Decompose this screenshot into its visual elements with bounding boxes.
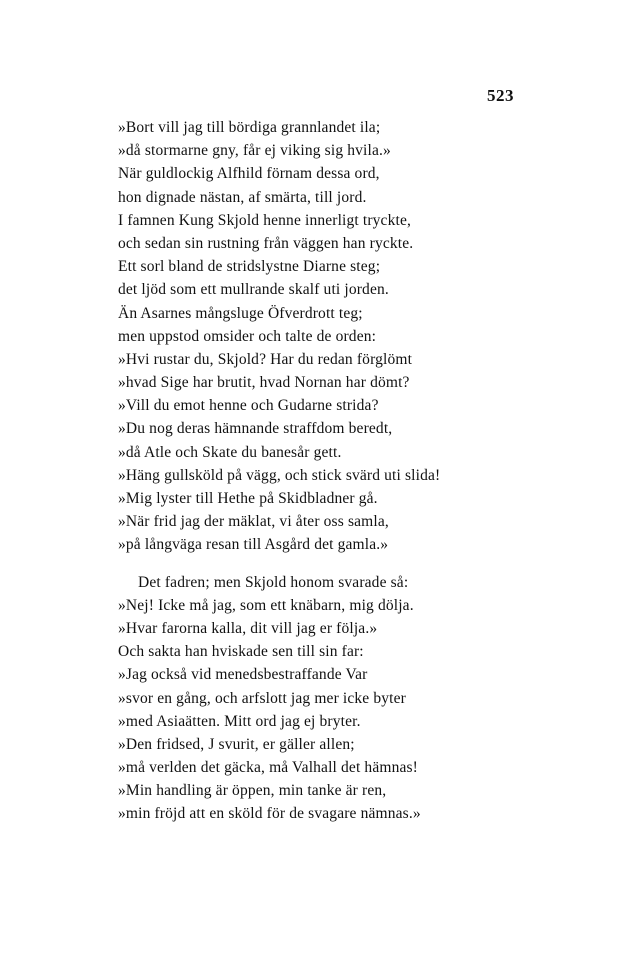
poem-line: hon dignade nästan, af smärta, till jord.: [118, 188, 367, 206]
poem-line: »må verlden det gäcka, må Valhall det hämnas!: [118, 759, 418, 777]
poem-line: »Hvar farorna kalla, dit vill jag er följa.»: [118, 619, 378, 637]
poem-line: men uppstod omsider och talte de orden:: [118, 327, 377, 345]
poem-line: »då Atle och Skate du banesår gett.: [118, 443, 342, 461]
poem-line: »Bort vill jag till bördiga grannlandet ila;: [118, 119, 381, 136]
poem-line: »min fröjd att en sköld för de svagare nämnas.»: [118, 805, 421, 823]
stanza-2: [118, 571, 578, 826]
poem-line: »Nej! Icke må jag, som ett knäbarn, mig dölja.: [118, 596, 414, 614]
poem-line: »då stormarne gny, får ej viking sig hvila.»: [118, 142, 391, 160]
poem-line: Det fadren; men Skjold honom svarade så:: [138, 573, 409, 591]
stanza-1: [118, 116, 578, 557]
poem-text: [118, 116, 578, 826]
poem-line: »När frid jag der mäklat, vi åter oss samla,: [118, 513, 389, 531]
poem-line: Än Asarnes mångsluge Öfverdrott teg;: [118, 304, 363, 322]
poem-line: »Mig lyster till Hethe på Skidbladner gå.: [118, 490, 378, 507]
poem-line: »på långväga resan till Asgård det gamla.»: [118, 536, 389, 554]
poem-line: Och sakta han hviskade sen till sin far:: [118, 643, 364, 661]
poem-line: »Hvi rustar du, Skjold? Har du redan förglömt: [118, 350, 413, 368]
poem-line: »med Asiaätten. Mitt ord jag ej bryter.: [118, 712, 361, 730]
poem-line: och sedan sin rustning från väggen han ryckte.: [118, 234, 414, 252]
poem-line: I famnen Kung Skjold henne innerligt tryckte,: [118, 211, 412, 229]
poem-line: »svor en gång, och arfslott jag mer icke byter: [118, 689, 406, 707]
page-number: 523: [487, 86, 514, 105]
stanza-divider: [118, 557, 578, 571]
poem-line: Ett sorl bland de stridslystne Diarne steg;: [118, 258, 381, 276]
poem-line: »hvad Sige har brutit, hvad Nornan har dömt?: [118, 374, 410, 392]
poem-line: »Jag också vid menedsbestraffande Var: [118, 666, 368, 684]
poem-line: När guldlockig Alfhild förnam dessa ord,: [118, 165, 380, 183]
poem-line: »Vill du emot henne och Gudarne strida?: [118, 397, 379, 415]
poem-line: »Du nog deras hämnande straffdom beredt,: [118, 420, 393, 438]
poem-line: »Häng gullsköld på vägg, och stick svärd uti slida!: [118, 466, 441, 484]
poem-line: »Den fridsed, J svurit, er gäller allen;: [118, 735, 355, 753]
poem-line: »Min handling är öppen, min tanke är ren,: [118, 782, 387, 800]
poem-line: det ljöd som ett mullrande skalf uti jorden.: [118, 281, 389, 299]
